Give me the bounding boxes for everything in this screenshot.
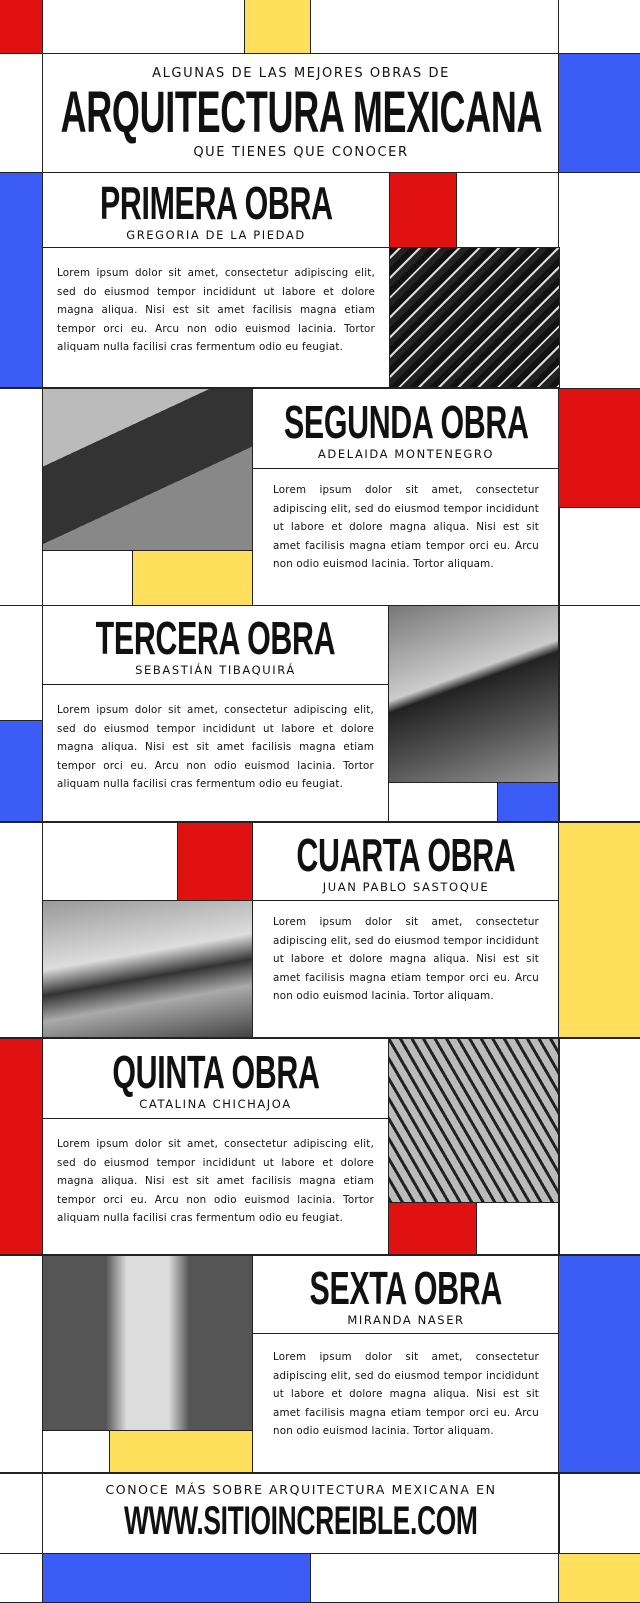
red-block <box>388 1202 477 1255</box>
grid-cell <box>558 1473 640 1554</box>
work-author: GREGORIA DE LA PIEDAD <box>126 228 306 242</box>
grid-cell <box>558 1038 640 1255</box>
work-5-title-box <box>42 1038 389 1119</box>
grid-cell <box>0 388 43 606</box>
work-author: SEBASTIÁN TIBAQUIRÁ <box>135 663 296 677</box>
grid-cell <box>388 782 499 822</box>
blue-block <box>0 172 43 388</box>
blue-block <box>558 53 640 173</box>
blue-block <box>0 720 43 822</box>
grid-cell <box>42 822 179 901</box>
red-block <box>0 0 43 54</box>
grid-cell <box>0 1255 43 1473</box>
yellow-block <box>109 1430 253 1473</box>
website-link[interactable]: WWW.SITIOINCREIBLE.COM <box>124 1499 478 1543</box>
work-title: CUARTA OBRA <box>296 828 516 881</box>
grid-cell <box>558 0 640 54</box>
work-title: TERCERA OBRA <box>95 612 336 664</box>
grid-cell <box>0 822 43 1038</box>
work-1-description: Lorem ipsum dolor sit amet, consectetur adipiscing elit, sed do eiusmod tempor incididunt ut labore et dolore magna aliqua. Nisi est sit amet facilisis magna etiam tempor orci eu. Arcu non odio euismod lacinia. Tortor aliquam nulla facilisi cras fermentum odio eu feugiat. <box>42 247 390 388</box>
header-pretitle: ALGUNAS DE LAS MEJORES OBRAS DE <box>152 66 450 81</box>
work-author: JUAN PABLO SASTOQUE <box>322 879 490 894</box>
building-photo <box>42 1255 253 1431</box>
work-2-description: Lorem ipsum dolor sit amet, consectetur adipiscing elit, sed do eiusmod tempor incididunt ut labore et dolore magna aliqua. Nisi est sit amet facilisis magna etiam tempor orci eu. Arcu non odio euismod lacinia. Tortor aliquam. <box>252 468 560 606</box>
building-photo <box>42 388 253 551</box>
red-block <box>558 388 640 508</box>
top-row <box>0 0 640 54</box>
yellow-block <box>244 0 311 54</box>
work-4-title-box <box>252 822 560 901</box>
grid-cell <box>558 507 640 606</box>
work-4-description: Lorem ipsum dolor sit amet, consectetur adipiscing elit, sed do eiusmod tempor incididunt ut labore et dolore magna aliqua. Nisi est sit amet facilisis magna etiam tempor orci eu. Arcu non odio euismod lacinia. Tortor aliquam. <box>252 900 560 1038</box>
work-title: QUINTA OBRA <box>111 1045 320 1098</box>
work-author: MIRANDA NASER <box>347 1312 465 1327</box>
grid-cell <box>42 550 134 606</box>
grid-cell <box>0 53 43 173</box>
building-photo <box>389 247 560 388</box>
work-3-title-box <box>42 605 389 685</box>
header-subtitle: QUE TIENES QUE CONOCER <box>193 145 409 160</box>
header <box>42 53 560 173</box>
grid-cell <box>558 605 640 822</box>
work-6-title-box <box>252 1255 560 1334</box>
building-photo <box>42 900 253 1038</box>
blue-block <box>42 1553 311 1603</box>
work-5-description: Lorem ipsum dolor sit amet, consectetur adipiscing elit, sed do eiusmod tempor incididunt ut labore et dolore magna aliqua. Nisi est sit amet facilisis magna etiam tempor orci eu. Arcu non odio euismod lacinia. Tortor aliquam nulla facilisi cras fermentum odio eu feugiat. <box>42 1118 389 1255</box>
work-1-title-box <box>42 172 390 248</box>
blue-block <box>558 1255 640 1473</box>
work-author: CATALINA CHICHAJOA <box>139 1096 292 1111</box>
grid-cell <box>0 605 43 721</box>
work-6-description: Lorem ipsum dolor sit amet, consectetur adipiscing elit, sed do eiusmod tempor incididunt ut labore et dolore magna aliqua. Nisi est sit amet facilisis magna etiam tempor orci eu. Arcu non odio euismod lacinia. Tortor aliquam. <box>252 1333 560 1473</box>
work-title: SEXTA OBRA <box>309 1261 503 1314</box>
work-title: PRIMERA OBRA <box>99 177 333 229</box>
yellow-block <box>132 550 253 606</box>
footer-text: CONOCE MÁS SOBRE ARQUITECTURA MEXICANA EN <box>105 1482 497 1497</box>
work-author: ADELAIDA MONTENEGRO <box>317 446 495 461</box>
grid-cell <box>310 1553 560 1603</box>
work-title: SEGUNDA OBRA <box>283 395 529 448</box>
grid-cell <box>42 1430 111 1473</box>
building-photo <box>388 1038 560 1203</box>
red-block <box>0 1038 43 1255</box>
blue-block <box>497 782 560 822</box>
yellow-block <box>558 822 640 1038</box>
building-photo <box>388 605 560 783</box>
grid-cell <box>0 1473 43 1554</box>
red-block <box>389 172 457 248</box>
page-title: ARQUITECTURA MEXICANA <box>60 80 542 145</box>
grid-cell <box>0 1553 43 1603</box>
work-3-description: Lorem ipsum dolor sit amet, consectetur adipiscing elit, sed do eiusmod tempor incididunt ut labore et dolore magna aliqua. Nisi est sit amet facilisis magna etiam tempor orci eu. Arcu non odio euismod lacinia. Tortor aliquam nulla facilisi cras fermentum odio eu feugiat. <box>42 684 389 822</box>
footer <box>42 1473 560 1554</box>
red-block <box>177 822 253 901</box>
grid-cell <box>456 172 559 248</box>
work-2-title-box <box>252 388 560 469</box>
yellow-block <box>558 1553 640 1603</box>
grid-cell <box>476 1202 560 1255</box>
